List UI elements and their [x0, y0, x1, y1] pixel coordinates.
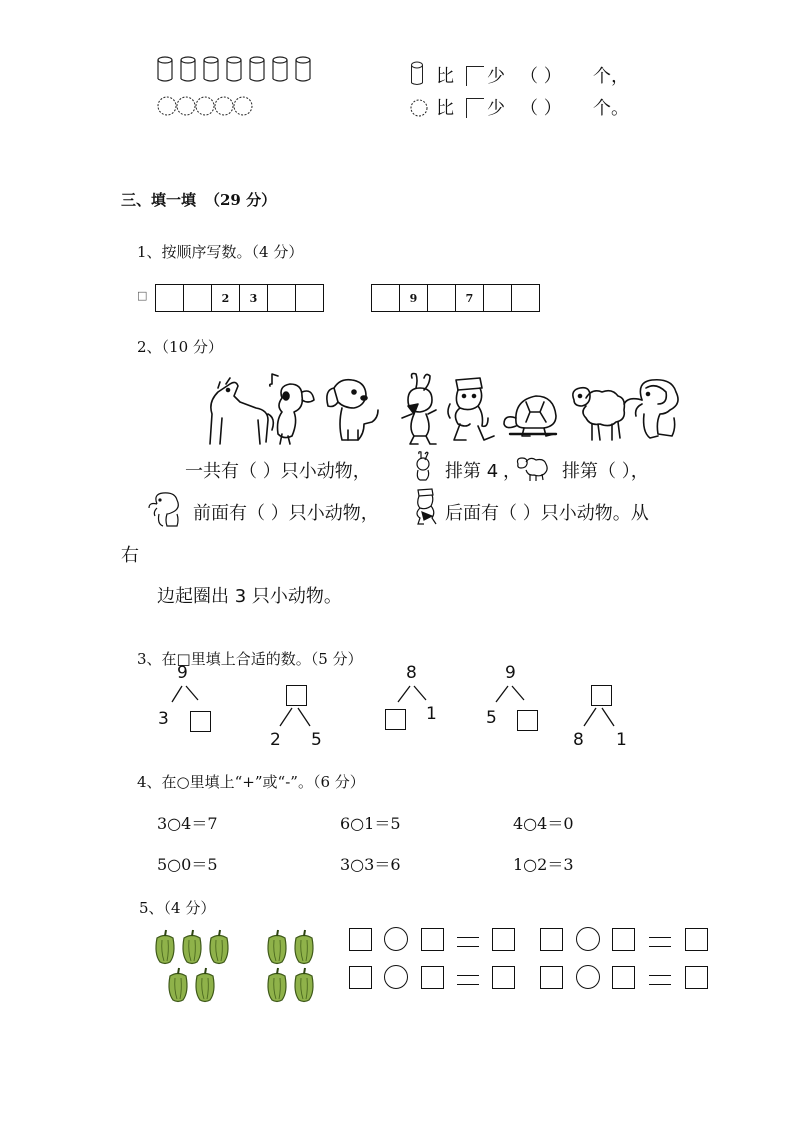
rabbit-icon	[402, 374, 436, 445]
eq-box[interactable]	[349, 966, 372, 989]
q1-label: 1、按顺序写数。（4 分）	[137, 243, 304, 261]
q1-cell[interactable]	[511, 284, 540, 312]
equals-sign	[649, 937, 671, 947]
animal-row	[200, 374, 685, 446]
tree-5-left: 8	[573, 730, 584, 750]
q1-cell[interactable]	[295, 284, 324, 312]
q4-label: 4、在○里填上“+”或“-”。（6 分）	[137, 773, 365, 791]
dog-music-icon	[270, 374, 314, 444]
pepper-icon	[156, 930, 174, 964]
compare-shao-2: 少	[487, 98, 505, 119]
tree-4-top: 9	[505, 663, 516, 683]
blank-box-2[interactable]	[466, 98, 484, 118]
monkey-icon	[410, 486, 440, 526]
tree-3-right: 1	[426, 704, 437, 724]
tree-2-lines	[276, 708, 316, 728]
ball-icon	[177, 97, 195, 115]
horse-icon	[210, 378, 273, 444]
eq-box[interactable]	[612, 966, 635, 989]
equals-sign	[457, 975, 479, 985]
tree-2-right: 5	[311, 730, 322, 750]
q4-equation[interactable]: 6○1＝5	[340, 814, 401, 833]
pepper-icon	[268, 930, 286, 964]
compare-bi-2: 比	[436, 98, 454, 119]
eq-operator-circle[interactable]	[576, 927, 600, 951]
eq-box[interactable]	[421, 966, 444, 989]
cylinder-icon	[158, 57, 172, 81]
q2-label: 2、（10 分）	[137, 338, 223, 356]
cylinder-icon	[273, 57, 287, 81]
section-score: （29 分）	[205, 191, 277, 209]
q1-cell[interactable]	[155, 284, 184, 312]
ball-icon	[409, 98, 429, 118]
cylinder-icon	[410, 61, 424, 87]
eq-box[interactable]	[492, 966, 515, 989]
eq-operator-circle[interactable]	[384, 927, 408, 951]
ball-icon	[234, 97, 252, 115]
compare-bi-1: 比	[436, 66, 454, 87]
eq-box[interactable]	[492, 928, 515, 951]
cylinders-row	[155, 55, 325, 85]
q1-cell[interactable]: 2	[211, 284, 240, 312]
tree-2-left: 2	[270, 730, 281, 750]
tree-4-answer-box[interactable]	[517, 710, 538, 731]
q2-line3: 右	[121, 545, 139, 566]
eq-box[interactable]	[540, 966, 563, 989]
turtle-icon	[504, 396, 556, 436]
q1-row-2	[372, 284, 540, 312]
tree-5-right: 1	[616, 730, 627, 750]
compare-paren-2[interactable]: （ ）	[520, 98, 562, 119]
q3-label: 3、在□里填上合适的数。（5 分）	[137, 650, 363, 668]
elephant-icon	[147, 490, 187, 528]
q5-label: 5、（4 分）	[139, 899, 216, 917]
q1-row-1	[156, 284, 324, 312]
eq-box[interactable]	[349, 928, 372, 951]
ball-icon	[196, 97, 214, 115]
pepper-icon	[268, 968, 286, 1002]
tree-5-answer-box[interactable]	[591, 685, 612, 706]
cylinder-icon	[181, 57, 195, 81]
q2-line2-b: 后面有（ ）只小动物。从	[445, 503, 649, 524]
pepper-icon	[196, 968, 214, 1002]
puppy-icon	[327, 380, 378, 440]
q4-equation[interactable]: 1○2＝3	[513, 855, 574, 874]
tree-3-top: 8	[406, 663, 417, 683]
ball-icon	[215, 97, 233, 115]
tree-1-lines	[170, 686, 200, 706]
tree-4-lines	[494, 686, 530, 706]
q1-cell[interactable]	[483, 284, 512, 312]
equals-sign	[649, 975, 671, 985]
tree-4-left: 5	[486, 708, 497, 728]
equals-sign	[457, 937, 479, 947]
q1-cell[interactable]: 9	[399, 284, 428, 312]
compare-unit-2: 个。	[593, 98, 629, 119]
q4-equation[interactable]: 4○4＝0	[513, 814, 574, 833]
tree-1-left: 3	[158, 709, 169, 729]
balls-row	[157, 95, 257, 117]
elephant-icon	[624, 380, 678, 438]
tree-3-answer-box[interactable]	[385, 709, 406, 730]
tree-2-answer-box[interactable]	[286, 685, 307, 706]
q2-line1-b: 排第 4	[445, 461, 499, 482]
q1-small-box: □	[137, 289, 148, 302]
blank-box-1[interactable]	[466, 66, 484, 86]
section-title: 三、填一填	[121, 191, 197, 209]
tree-3-lines	[396, 686, 432, 706]
q4-equation[interactable]: 3○3＝6	[340, 855, 401, 874]
eq-box[interactable]	[540, 928, 563, 951]
q1-cell[interactable]	[183, 284, 212, 312]
eq-box[interactable]	[612, 928, 635, 951]
cylinder-icon	[204, 57, 218, 81]
q1-cell[interactable]: 3	[239, 284, 268, 312]
cylinder-icon	[296, 57, 310, 81]
pepper-icon	[169, 968, 187, 1002]
tree-5-lines	[580, 708, 620, 728]
compare-shao-1: 少	[487, 66, 505, 87]
pepper-group-1	[152, 928, 242, 1006]
pepper-icon	[210, 930, 228, 964]
q1-cell[interactable]: 7	[455, 284, 484, 312]
q2-line2-a: 前面有（ ）只小动物，	[193, 503, 379, 524]
q2-line1-c: ，	[503, 461, 521, 482]
cylinder-icon	[227, 57, 241, 81]
sheep-icon	[573, 388, 625, 440]
monkey-icon	[448, 378, 494, 440]
compare-unit-1: 个，	[593, 66, 629, 87]
q4-equation[interactable]: 5○0＝5	[157, 855, 218, 874]
tree-1-answer-box[interactable]	[190, 711, 211, 732]
rabbit-icon	[410, 452, 434, 482]
tree-1-top: 9	[177, 663, 188, 683]
sheep-icon	[514, 456, 550, 482]
q1-cell[interactable]	[427, 284, 456, 312]
cylinder-icon	[250, 57, 264, 81]
q1-cell[interactable]	[267, 284, 296, 312]
q2-line1-d[interactable]: 排第（ ），	[562, 461, 649, 482]
eq-box[interactable]	[685, 966, 708, 989]
compare-paren-1[interactable]: （ ）	[520, 66, 562, 87]
ball-icon	[158, 97, 176, 115]
pepper-group-2	[264, 928, 324, 1006]
pepper-icon	[183, 930, 201, 964]
q2-line4: 边起圈出 3 只小动物。	[157, 586, 342, 607]
eq-box[interactable]	[421, 928, 444, 951]
pepper-icon	[295, 968, 313, 1002]
eq-box[interactable]	[685, 928, 708, 951]
eq-operator-circle[interactable]	[384, 965, 408, 989]
q2-line1-a: 一共有（ ）只小动物，	[185, 461, 371, 482]
q1-cell[interactable]	[371, 284, 400, 312]
pepper-icon	[295, 930, 313, 964]
q4-equation[interactable]: 3○4＝7	[157, 814, 218, 833]
eq-operator-circle[interactable]	[576, 965, 600, 989]
